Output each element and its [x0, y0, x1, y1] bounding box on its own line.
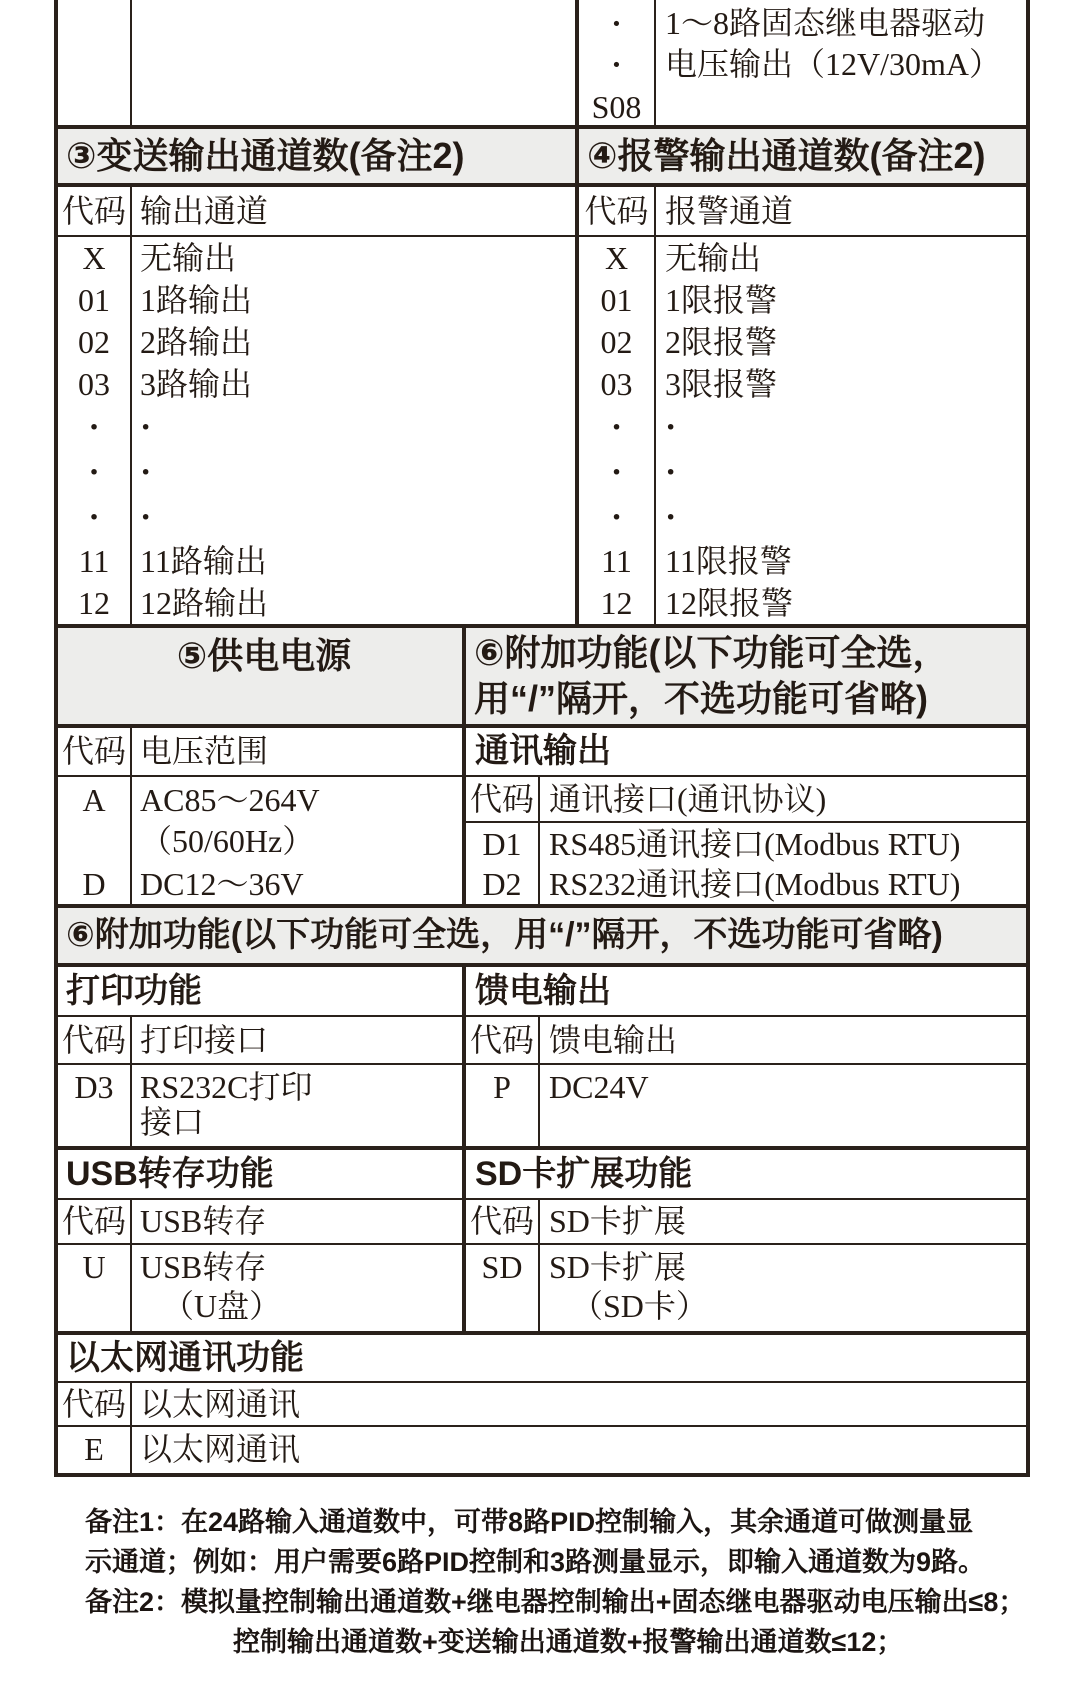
column-header-print: 打印接口: [140, 1022, 269, 1058]
print-feed-tables: [54, 967, 1030, 1150]
dot-glyph: ·: [611, 5, 622, 41]
column-header-output: 输出通道: [140, 193, 269, 229]
ellipsis-row: [579, 450, 1026, 495]
desc-cell: [540, 1065, 1026, 1146]
dot-glyph: ·: [140, 409, 152, 446]
ellipsis-row: [579, 405, 1026, 450]
column-header-code: 代码: [58, 1200, 132, 1243]
ethernet-title: 以太网通讯功能: [66, 1339, 304, 1377]
power-code-column: [58, 777, 132, 906]
table-row: [58, 321, 575, 363]
column-header-code: 代码: [58, 1383, 132, 1425]
code-cell: 11: [58, 540, 132, 582]
note2-line1: 备注2：模拟量控制输出通道数+继电器控制输出+固态继电器驱动电压输出≤8；: [85, 1587, 1026, 1617]
s08-desc-cell: [656, 0, 1026, 125]
desc-cell: RS485通讯接口(Modbus RTU): [549, 826, 961, 862]
power-table: [58, 728, 466, 904]
desc-cell: 3路输出: [140, 366, 253, 402]
code-cell: A: [82, 782, 106, 818]
table-row: [579, 582, 1026, 624]
desc-line: 1～8路固态继电器驱动: [665, 5, 986, 41]
desc-cell: [132, 1245, 462, 1331]
code-value: S08: [591, 89, 642, 125]
table-row: [58, 582, 575, 624]
table-row: [58, 363, 575, 405]
desc-cell: [132, 1065, 462, 1146]
dot-glyph: ·: [579, 495, 656, 540]
desc-cell: 12路输出: [140, 585, 269, 621]
code-value: U: [82, 1249, 106, 1285]
code-cell: 01: [579, 279, 656, 321]
print-title: 打印功能: [66, 972, 202, 1010]
ellipsis-row: [58, 405, 575, 450]
table-row: [579, 540, 1026, 582]
note2-line2: 控制输出通道数+变送输出通道数+报警输出通道数≤12；: [233, 1627, 904, 1657]
column-header-code: 代码: [466, 1200, 540, 1243]
relay-output-tail-table: [54, 0, 1030, 129]
column-header-code: 代码: [58, 728, 132, 775]
dot-glyph: ·: [58, 405, 132, 450]
desc-line: DC12～36V: [140, 866, 304, 902]
code-cell: [466, 1245, 540, 1331]
dot-glyph: ·: [58, 450, 132, 495]
empty-code-cell: [58, 0, 132, 125]
code-cell: D1: [466, 823, 540, 865]
table-row: [58, 1427, 1026, 1473]
desc-cell: 2路输出: [140, 324, 253, 360]
code-cell: X: [58, 237, 132, 279]
column-header-code: 代码: [466, 777, 540, 821]
ellipsis-row: [58, 450, 575, 495]
desc-cell: 无输出: [665, 240, 762, 276]
desc-cell: [540, 1245, 1026, 1331]
desc-cell: 12限报警: [665, 585, 794, 621]
code-cell: 03: [579, 363, 656, 405]
power-comm-tables: [54, 728, 1030, 908]
column-header-code: 代码: [58, 187, 132, 235]
section6-fullwidth-header: [54, 908, 1030, 967]
column-header-code: 代码: [58, 1017, 132, 1063]
code-cell: [466, 1065, 540, 1146]
ethernet-table: [54, 1335, 1030, 1477]
dot-glyph: ·: [140, 454, 152, 491]
code-cell: [58, 820, 130, 863]
table-row: [58, 540, 575, 582]
desc-line: （50/60Hz）: [140, 823, 315, 859]
section3-title: ③变送输出通道数(备注2): [58, 129, 579, 183]
tail-right-table: [579, 0, 1026, 125]
code-cell: 02: [579, 321, 656, 363]
dot-glyph: ·: [579, 450, 656, 495]
desc-cell: 无输出: [140, 240, 237, 276]
section3-4-header: [54, 129, 1030, 187]
s08-code-cell: [579, 0, 656, 125]
tail-left-empty: [58, 0, 579, 125]
desc-cell: 1路输出: [140, 282, 253, 318]
table-row: [58, 237, 575, 279]
code-cell: D2: [466, 865, 540, 904]
note1-line2: 示通道；例如：用户需要6路PID控制和3路测量显示，即输入通道数为9路。: [85, 1547, 986, 1577]
power-desc-column: [132, 777, 462, 906]
feed-title: 馈电输出: [475, 972, 611, 1010]
comm-output-table: [466, 728, 1026, 904]
code-cell: X: [579, 237, 656, 279]
code-cell: 11: [579, 540, 656, 582]
desc-line: （U盘）: [162, 1288, 282, 1324]
column-header-sd: SD卡扩展: [549, 1203, 686, 1239]
table-row: [579, 363, 1026, 405]
dot-glyph: ·: [140, 499, 152, 536]
desc-line: SD卡扩展: [549, 1249, 686, 1285]
ellipsis-row: [579, 495, 1026, 540]
code-cell: 12: [58, 582, 132, 624]
desc-cell: 2限报警: [665, 324, 778, 360]
column-header-alarm: 报警通道: [665, 193, 794, 229]
dot-glyph: ·: [579, 405, 656, 450]
dot-glyph: ·: [665, 409, 677, 446]
section6-title: [466, 628, 1026, 724]
output-alarm-tables: [54, 187, 1030, 628]
code-cell: [58, 1245, 132, 1331]
ellipsis-row: [58, 495, 575, 540]
transmit-output-table: [58, 187, 579, 624]
code-cell: 02: [58, 321, 132, 363]
code-cell: E: [58, 1427, 132, 1473]
print-table: [58, 967, 466, 1146]
section6-title-line2: 用“/”隔开，不选功能可省略): [474, 678, 928, 719]
note1-line1: 备注1：在24路输入通道数中，可带8路PID控制输入，其余通道可做测量显: [85, 1507, 974, 1537]
desc-line: USB转存: [140, 1249, 267, 1285]
column-header-feed: 馈电输出: [549, 1022, 678, 1058]
column-header-usb: USB转存: [140, 1203, 267, 1239]
usb-sd-tables: [54, 1150, 1030, 1335]
desc-line: 接口: [140, 1104, 205, 1140]
desc-cell: 3限报警: [665, 366, 778, 402]
table-row: [466, 823, 1026, 865]
section5-6-header: [54, 628, 1030, 728]
column-header-ethernet: 以太网通讯: [140, 1386, 301, 1422]
feed-output-table: [466, 967, 1026, 1146]
desc-cell: 以太网通讯: [140, 1431, 301, 1467]
footnotes: [85, 1502, 1055, 1662]
code-cell: 01: [58, 279, 132, 321]
code-value: SD: [481, 1249, 523, 1285]
code-cell: D: [82, 866, 106, 902]
desc-line: （SD卡）: [571, 1288, 708, 1324]
table-row: [579, 279, 1026, 321]
desc-cell: 11限报警: [665, 543, 792, 579]
desc-line: DC24V: [549, 1069, 649, 1105]
usb-title: USB转存功能: [66, 1155, 274, 1193]
dot-glyph: ·: [665, 499, 677, 536]
desc-line: AC85～264V: [140, 782, 320, 818]
alarm-output-table: [579, 187, 1026, 624]
desc-cell: 11路输出: [140, 543, 267, 579]
section4-title: ④报警输出通道数(备注2): [587, 135, 986, 176]
desc-line: 电压输出（12V/30mA）: [665, 46, 1002, 82]
sd-title: SD卡扩展功能: [475, 1155, 693, 1193]
dot-glyph: ·: [665, 454, 677, 491]
table-row: [58, 279, 575, 321]
code-value: D3: [74, 1069, 114, 1105]
dot-glyph: ·: [58, 495, 132, 540]
table-row: [579, 237, 1026, 279]
code-cell: 03: [58, 363, 132, 405]
usb-table: [58, 1150, 466, 1331]
section6-title-line1: ⑥附加功能(以下功能可全选，: [474, 632, 949, 673]
section6-full-title: ⑥附加功能(以下功能可全选，用“/”隔开，不选功能可省略): [66, 916, 943, 954]
desc-cell: RS232通讯接口(Modbus RTU): [549, 866, 961, 902]
desc-cell: 1限报警: [665, 282, 778, 318]
column-header-code: 代码: [579, 187, 656, 235]
column-header-voltage: 电压范围: [140, 733, 269, 769]
empty-desc-cell: [132, 0, 575, 125]
dot-glyph: ·: [611, 46, 622, 82]
comm-output-title: 通讯输出: [475, 732, 611, 770]
desc-line: RS232C打印: [140, 1069, 313, 1105]
code-cell: 12: [579, 582, 656, 624]
column-header-interface: 通讯接口(通讯协议): [549, 781, 827, 817]
sd-table: [466, 1150, 1026, 1331]
table-row: [579, 321, 1026, 363]
column-header-code: 代码: [466, 1017, 540, 1063]
table-row: [466, 865, 1026, 904]
section5-title: ⑤供电电源: [58, 628, 466, 724]
code-cell: [58, 1065, 132, 1146]
code-value: P: [493, 1069, 511, 1105]
